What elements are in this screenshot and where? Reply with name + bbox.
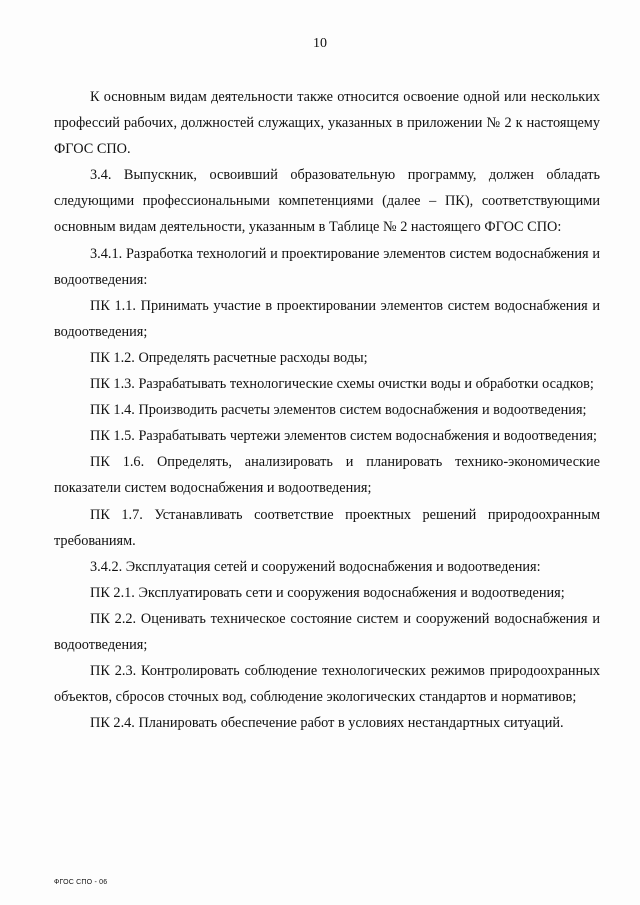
competency-pk-2-3: ПК 2.3. Контролировать соблюдение технологических режимов природоохранных объектов, сбросов сточных вод, соблюдение экологических стандартов и нормативов;	[54, 663, 600, 706]
competency-pk-2-2: ПК 2.2. Оценивать техническое состояние систем и сооружений водоснабжения и водоотведения;	[54, 610, 600, 653]
competency-pk-1-1: ПК 1.1. Принимать участие в проектировании элементов систем водоснабжения и водоотведения;	[54, 297, 600, 340]
competency-pk-1-7: ПК 1.7. Устанавливать соответствие проектных решений природоохранным требованиям.	[54, 506, 600, 549]
page-number: 10	[313, 36, 327, 51]
paragraph-3-4-1: 3.4.1. Разработка технологий и проектирование элементов систем водоснабжения и водоотведения:	[54, 245, 600, 288]
competency-pk-1-6: ПК 1.6. Определять, анализировать и планировать технико-экономические показатели систем водоснабжения и водоотведения;	[54, 454, 600, 497]
competency-pk-1-4: ПК 1.4. Производить расчеты элементов систем водоснабжения и водоотведения;	[90, 402, 587, 419]
competency-pk-1-2: ПК 1.2. Определять расчетные расходы воды;	[90, 349, 368, 366]
document-body	[54, 84, 600, 736]
competency-pk-1-5: ПК 1.5. Разрабатывать чертежи элементов систем водоснабжения и водоотведения;	[90, 428, 598, 445]
document-footer: ФГОС СПО - 06	[54, 879, 108, 886]
paragraph-3-4: 3.4. Выпускник, освоивший образовательную программу, должен обладать следующими профессиональными компетенциями (далее – ПК), соответствующими основным видам деятельности, указанным в Таблице № 2 настоящего ФГОС СПО:	[54, 167, 600, 236]
competency-pk-2-4: ПК 2.4. Планировать обеспечение работ в условиях нестандартных ситуаций.	[90, 715, 564, 732]
competency-pk-2-1: ПК 2.1. Эксплуатировать сети и сооружения водоснабжения и водоотведения;	[90, 584, 565, 601]
competency-pk-1-3: ПК 1.3. Разрабатывать технологические схемы очистки воды и обработки осадков;	[90, 376, 594, 393]
paragraph-3-4-2: 3.4.2. Эксплуатация сетей и сооружений водоснабжения и водоотведения:	[90, 558, 541, 575]
paragraph-main-activities: К основным видам деятельности также относится освоение одной или нескольких профессий рабочих, должностей служащих, указанных в приложении № 2 к настоящему ФГОС СПО.	[54, 89, 600, 158]
